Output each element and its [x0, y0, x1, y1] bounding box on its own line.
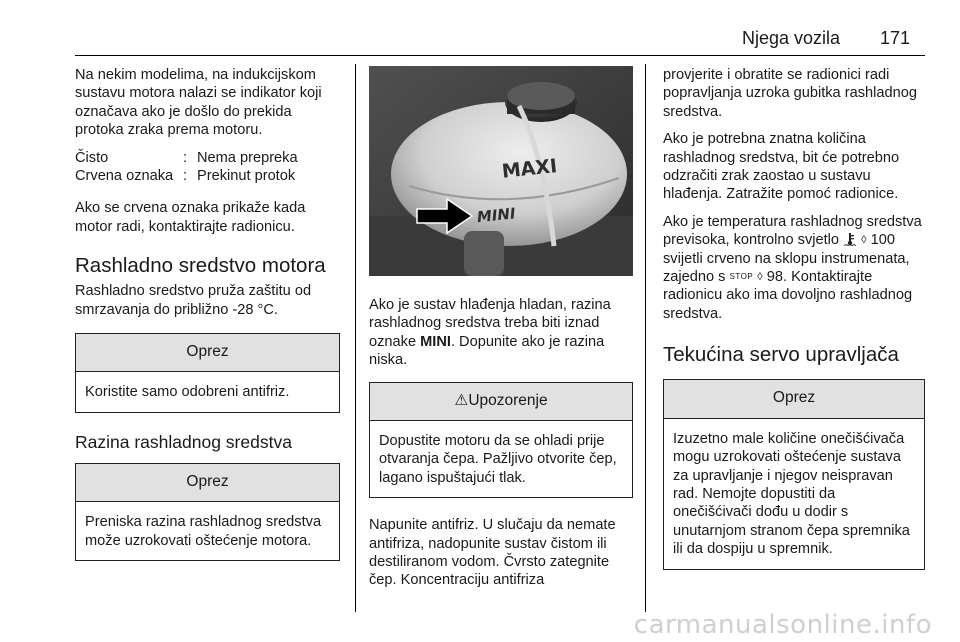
indicator-states	[75, 149, 340, 186]
header-rule	[75, 55, 925, 56]
state-value: Nema prepreka	[197, 149, 298, 166]
warning-box	[369, 382, 633, 499]
coolant-temp-icon	[843, 232, 861, 248]
bleed-paragraph: Ako je potrebna znatna količina rashladnog sredstva, bit će potrebno odzračiti zrak zaostao u sustavu hlađenja. Zatražite pomoć radionice.	[663, 131, 900, 203]
warning-triangle-icon: ⚠	[454, 391, 469, 409]
page-ref: 100	[870, 232, 895, 249]
column-middle	[369, 66, 633, 599]
text: . Kontaktirajte radionicu ako ima dovoljno rashladnog sredstva.	[663, 269, 913, 322]
coolant-heading: Rashladno sredstvo motora	[75, 254, 326, 278]
refill-paragraph: Napunite antifriz. U slučaju da nemate antifriza, nadopunite sustav čistom ili destiliranom vodom. Čvrsto zategnite čep. Koncentraciju antifriza	[369, 517, 616, 589]
page-reference-icon: ◊	[757, 271, 763, 284]
coolant-level-paragraph	[369, 296, 633, 370]
caution-box	[75, 463, 340, 561]
text: svijetli crveno na sklopu instrumenata, zajedno s	[663, 250, 910, 286]
caution-box	[663, 379, 925, 569]
intro-paragraph: Na nekim modelima, na indukcijskom sustavu motora nalazi se indikator koji označava ako je došlo do prekida protoka zraka prema motoru.	[75, 67, 322, 139]
caution-title: Oprez	[76, 334, 339, 372]
caution-text: Koristite samo odobreni antifriz.	[85, 384, 290, 401]
power-steering-heading: Tekućina servo upravljača	[663, 343, 899, 367]
page-ref: 98	[766, 269, 783, 286]
page-reference-icon: ◊	[861, 234, 867, 247]
repair-paragraph: provjerite i obratite se radionici radi popravljanja uzroka gubitka rashladnog sredstva.	[663, 67, 917, 120]
column-divider	[645, 64, 646, 612]
text: Ako je temperatura rashladnog sredstva previsoka, kontrolno svjetlo	[663, 213, 922, 249]
coolant-paragraph: Rashladno sredstvo pruža zaštitu od smrzavanja do približno -28 °C.	[75, 283, 312, 318]
column-left	[75, 66, 340, 579]
caution-text: Preniska razina rashladnog sredstva može uzrokovati oštećenje motora.	[85, 514, 322, 549]
caution-title: Oprez	[664, 380, 924, 418]
state-value: Prekinut protok	[197, 168, 296, 185]
text: . Dopunite ako je razina niska.	[369, 333, 605, 369]
page-number: 171	[880, 28, 911, 48]
coolant-level-heading: Razina rashladnog sredstva	[75, 431, 292, 452]
min-mark-label: MINI	[476, 204, 517, 227]
caution-title: Oprez	[76, 464, 339, 502]
overheat-paragraph	[663, 213, 925, 323]
warning-title-text: Upozorenje	[468, 391, 548, 409]
stop-icon: STOP	[729, 272, 754, 282]
max-mark-label: MAXI	[500, 155, 559, 183]
caution-box	[75, 333, 340, 413]
caution-text: Izuzetno male količine onečišćivača mogu uzrokovati oštećenje sustava za upravljanje i njegov neispravan rad. Nemojte dopustiti da onečišćivači dođu u dodir s unutarnjom stranom čepa spremnika ili da dospiju u spremnik.	[673, 430, 910, 558]
warning-text: Dopustite motoru da se ohladi prije otvaranja čepa. Pažljivo otvorite čep, lagano ispuštajući tlak.	[379, 433, 617, 486]
warning-title	[370, 383, 632, 421]
min-mark-ref: MINI	[420, 333, 451, 350]
text: Ako je sustav hlađenja hladan, razina rashladnog sredstva treba biti iznad oznake	[369, 297, 611, 350]
state-sep: :	[183, 149, 188, 166]
column-divider	[355, 64, 356, 612]
state-sep: :	[183, 168, 188, 185]
watermark: carmanualsonline.info	[633, 610, 932, 640]
state-label: Crvena oznaka	[75, 168, 174, 185]
red-mark-note: Ako se crvena oznaka prikaže kada motor radi, kontaktirajte radionicu.	[75, 200, 306, 235]
state-label: Čisto	[75, 149, 109, 166]
coolant-reservoir-photo	[369, 66, 633, 276]
header-section-title: Njega vozila	[742, 28, 841, 48]
column-right	[663, 66, 925, 588]
